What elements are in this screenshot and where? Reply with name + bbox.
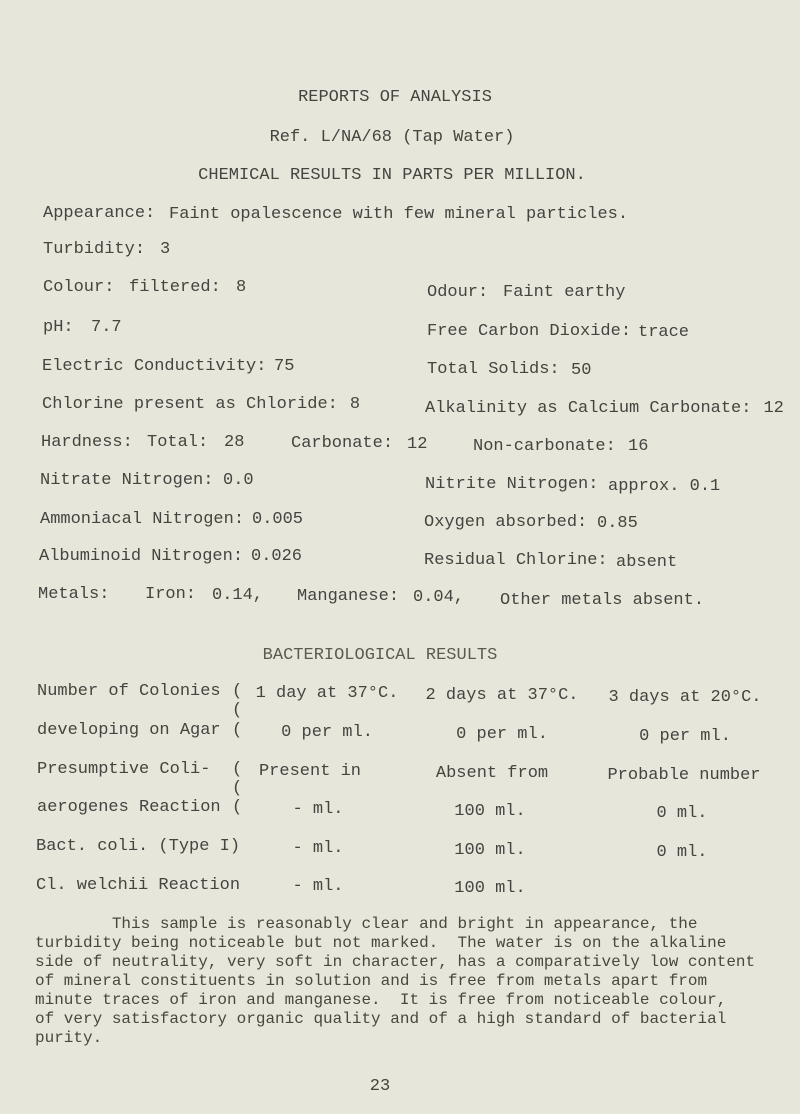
cell-3-days: 0 per ml.: [639, 727, 731, 746]
cell-2-days: Absent from: [435, 764, 549, 783]
hardness-noncarbonate-value: 16: [628, 437, 649, 456]
albuminoid-label: Albuminoid Nitrogen:: [39, 547, 244, 566]
iron-value: 0.14,: [212, 586, 264, 605]
hardness-carbonate-label: Carbonate:: [291, 434, 394, 453]
hardness-label: Hardness:: [41, 433, 133, 452]
turbidity-label: Turbidity:: [43, 240, 146, 259]
row-label: Presumptive Coli-: [37, 760, 211, 779]
ph-value: 7.7: [91, 318, 122, 337]
row-label: Cl. welchii Reaction: [36, 876, 241, 895]
ammoniacal-value: 0.005: [252, 510, 304, 529]
oxygen-absorbed-value: 0.85: [597, 514, 638, 533]
chemical-results-heading: CHEMICAL RESULTS IN PARTS PER MILLION.: [198, 166, 586, 185]
ph-label: pH:: [43, 318, 74, 337]
iron-label: Iron:: [145, 585, 197, 604]
alkalinity-label: Alkalinity as Calcium Carbonate:: [425, 399, 752, 418]
appearance-value: Faint opalescence with few mineral particles.: [169, 205, 629, 224]
row-label: aerogenes Reaction: [37, 798, 221, 817]
sample-reference: Ref. L/NA/68 (Tap Water): [269, 128, 515, 147]
residual-chlorine-value: absent: [616, 553, 678, 572]
cell-1-day: 0 per ml.: [281, 723, 373, 742]
hardness-noncarbonate-label: Non-carbonate:: [473, 437, 616, 456]
metals-label: Metals:: [38, 585, 110, 604]
cell-1-day: - ml.: [292, 839, 344, 858]
total-solids-value: 50: [571, 361, 592, 380]
free-co2-value: trace: [638, 323, 690, 342]
cell-1-day: Present in: [258, 762, 362, 781]
bracket: (: [232, 798, 243, 817]
cell-1-day: 1 day at 37°C.: [255, 684, 399, 703]
colour-value: 8: [236, 278, 247, 297]
row-label: Number of Colonies: [37, 682, 221, 701]
appearance-label: Appearance:: [43, 204, 156, 223]
alkalinity-value: 12: [763, 399, 784, 418]
summary-paragraph: This sample is reasonably clear and bright in appearance, the turbidity being noticeable but not marked. The water is on the alkaline side of neutrality, very soft in character, has a comparatively low content of mineral constituents in solution and is free from metals apart from minute traces of iron and manganese. It is free from noticeable colour, of very satisfactory organic quality and of a high standard of bacterial purity.: [35, 915, 756, 1047]
chlorine-label: Chlorine present as Chloride:: [42, 395, 338, 414]
conductivity-value: 75: [274, 357, 295, 376]
manganese-value: 0.04,: [413, 588, 465, 607]
cell-2-days: 2 days at 37°C.: [425, 686, 579, 705]
bracket-continuation: (: [232, 701, 243, 720]
turbidity-value: 3: [160, 240, 171, 259]
odour-value: Faint earthy: [503, 283, 626, 302]
bracket-continuation: (: [232, 779, 243, 798]
bracket: (: [232, 682, 243, 701]
cell-2-days: 100 ml.: [454, 802, 526, 821]
cell-3-days: 0 ml.: [656, 843, 708, 862]
cell-3-days: 3 days at 20°C.: [608, 688, 762, 707]
row-label: developing on Agar: [37, 721, 221, 740]
bracket: (: [232, 760, 243, 779]
nitrate-value: 0.0: [223, 471, 254, 490]
residual-chlorine-label: Residual Chlorine:: [424, 551, 608, 570]
hardness-total-label: Total:: [147, 433, 209, 452]
chlorine-line: [42, 395, 360, 415]
bacteriological-heading: BACTERIOLOGICAL RESULTS: [262, 646, 498, 665]
oxygen-absorbed-label: Oxygen absorbed:: [424, 513, 588, 532]
hardness-total-value: 28: [224, 433, 245, 452]
nitrate-label: Nitrate Nitrogen:: [40, 471, 214, 490]
cell-2-days: 100 ml.: [454, 879, 526, 898]
nitrite-label: Nitrite Nitrogen:: [425, 475, 599, 494]
conductivity-label: Electric Conductivity:: [42, 357, 267, 376]
albuminoid-value: 0.026: [251, 547, 303, 566]
bracket: (: [232, 721, 243, 740]
nitrite-value: approx. 0.1: [608, 477, 721, 496]
odour-label: Odour:: [427, 283, 489, 302]
report-title: REPORTS OF ANALYSIS: [298, 88, 492, 107]
cell-1-day: - ml.: [292, 877, 344, 896]
free-co2-label: Free Carbon Dioxide:: [427, 322, 632, 341]
cell-2-days: 100 ml.: [454, 841, 526, 860]
row-label: Bact. coli. (Type I): [36, 837, 241, 856]
cell-3-days: Probable number: [607, 766, 761, 785]
page-number: 23: [369, 1077, 391, 1096]
chlorine-value: 8: [349, 395, 361, 414]
cell-2-days: 0 per ml.: [456, 725, 548, 744]
alkalinity-line: [425, 399, 784, 419]
ammoniacal-label: Ammoniacal Nitrogen:: [40, 510, 245, 529]
colour-filtered-label: filtered:: [129, 278, 221, 297]
manganese-label: Manganese:: [297, 587, 400, 606]
colour-label: Colour:: [43, 278, 115, 297]
total-solids-label: Total Solids:: [427, 360, 560, 379]
cell-1-day: - ml.: [292, 800, 344, 819]
cell-3-days: 0 ml.: [656, 804, 708, 823]
other-metals-note: Other metals absent.: [500, 591, 705, 610]
hardness-carbonate-value: 12: [407, 435, 428, 454]
